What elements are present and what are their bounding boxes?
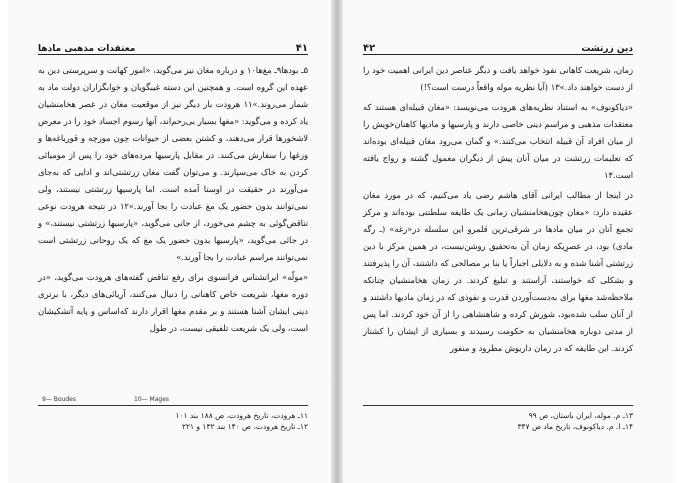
running-head: دین زرتشت xyxy=(581,44,633,54)
right-page xyxy=(343,0,675,483)
paragraph: «دیاکونوف» به استناد نظریه‌های هرودت می‌نویسد: «مغان قبیله‌ای هستند که معتقدات مذهبی و مراسم دینی خاصی دارند و پارسیها و مادیها کاهنان‌خویش را از میان افراد آن قبیله انتخاب می‌کنند.» و گمان می‌رود مغان قبیله‌ای بوده‌اند که تعلیمات زرتشت در میان آنان پیش از دیگران معمول گشته و رواج یافته است.۱۴ xyxy=(363,102,633,180)
page-body xyxy=(38,62,308,339)
paragraph: ۵ـ بودها۹ـ مغ‌ها۱۰ و درباره مغان نیز می‌گوید، «امور کهانت و سرپرستی دین به عهده این گروه است. و همچنین این دسته غیبگویان و خوابگزاران دولت ماد به شمار می‌روند.»۱۱ هرودت بار دیگر نیز از موقعیت مغان در عصر هخامنشیان یاد کرده و می‌گوید: «مغها بسیار بی‌رحم‌اند، آنها رسوم اجساد خود را در معرض لاشخورها قرار می‌دهند، و کشتن بعضی از حیوانات چون مورچه و قورباغه‌ها و وزغها را سفارش می‌کنند. در مقابل پارسیها مرده‌های خود را پس از مومیائی کردن به خاک می‌سپارند. و می‌توان گفت مغان زرتشتی‌اند و ادایی که به‌جای می‌آورند در حقیقت در اوستا آمده است. اما پارسیها زرتشتی نیستند، ولی نمی‌توانند بدون حضور یک مغ عبادت را بجا آورند.»۱۲ در نتیجه هرودت نوعی تناقض‌گوئی به چشم می‌خورد، از جانی می‌گوید، «پارسیها زرتشتی نیستند،» و در جائی می‌گوید، «پارسیها بدون حضور یک مغ که یک روحانی زرتشتی است نمی‌توانند مراسم عبادت را بجا آورند.» xyxy=(38,65,308,262)
footnote-divider xyxy=(38,405,308,406)
book-gutter xyxy=(331,0,343,483)
page-number: ۴۲ xyxy=(363,43,376,54)
page-header xyxy=(363,36,633,55)
footnote: ۱۲ـ تاریخ هرودت، ص ۱۴۰ بند ۱۳۲ و ۲۲۱ xyxy=(181,422,308,431)
page-header xyxy=(38,36,308,55)
footnote-divider xyxy=(363,405,633,406)
footnote: ۱۳ـ م. موله، ایران باستان، ص ۹۹ xyxy=(528,411,633,420)
footnotes xyxy=(363,410,633,432)
paragraph: در اینجا از مطالب ایرانی آقای هاشم رضی یاد می‌کنیم، که در مورد مغان عقیده دارد: «مغان چون‌هخامنشیان زمانی یک طایفه سلطنتی بوده‌اند و مرکز تجمع آنان در میان مادها در شرقی‌ترین قلمرو این سلسله در«رغه» (ـ رگه مادی) بود، در عصرِ‌یکه زمان آن به‌تحقیق روشن‌نیست، در همین مرکز با دین زرتشتی آشنا شده و به دلایلی اجباراً یا بنا بر مصالحی که داشتند، آن را پذیرفتند و بشکلی که خواستند، آراستند و تبلیغ کردند. در زمان هخامنشیان چنانکه ملاحظه‌شد مغها برای به‌دست‌آوردن قدرت و نفوذی که در زمان مادیها داشتند و از آنان سلب شده‌بود، شورش کرده و شاهنشاهی را از آن خود کردند. اما پس از مدتی دوباره هخامنشیان به‌ حکومت رسیدند و بسیاری از ایشان را کشتار کردند. این طایفه که در زمان داریوش مطرود و منفور xyxy=(363,190,633,353)
latin-note: 9— Boudes xyxy=(42,396,76,403)
page-body xyxy=(363,62,633,359)
left-page xyxy=(8,0,331,483)
footnotes xyxy=(38,410,308,432)
footnote: ۱۱ـ هرودت، تاریخ هرودت، ص ۱۸۸ بند ۱۰۱ xyxy=(175,411,308,420)
paragraph: زمان، شریعت کاهانی نفوذ خواهد یافت و دیگر عناصر دین ایرانی اهمیت خود را از دست خواهند داد.»۱۳ (آیا نظریه موله واقعاً درست است؟!) xyxy=(363,65,633,92)
running-head: معتقدات مذهبی مادها xyxy=(38,44,136,54)
paragraph: «مولّه» ایرانشناس فرانسوی برای رفع تناقض گفته‌های هرودت می‌گوید، «در دوره مغها، شریعت خاص کاهنانی را دنبال می‌کنند، آریائی‌های دیگر، با برتری دینی ایشان آشنا هستند و بر مقدم مغها اقرار دارند که‌اساس و پایه آتشکیشان است، ولی یک شریعت تلفیقی نیست، در طول xyxy=(38,272,308,333)
footnote: ۱۴ـ ا. م. دیاکونوف، تاریخ ماد ص ۳۴۷ xyxy=(517,422,633,431)
latin-note: 10— Mages xyxy=(134,396,170,403)
page-number: ۴۱ xyxy=(295,43,308,54)
